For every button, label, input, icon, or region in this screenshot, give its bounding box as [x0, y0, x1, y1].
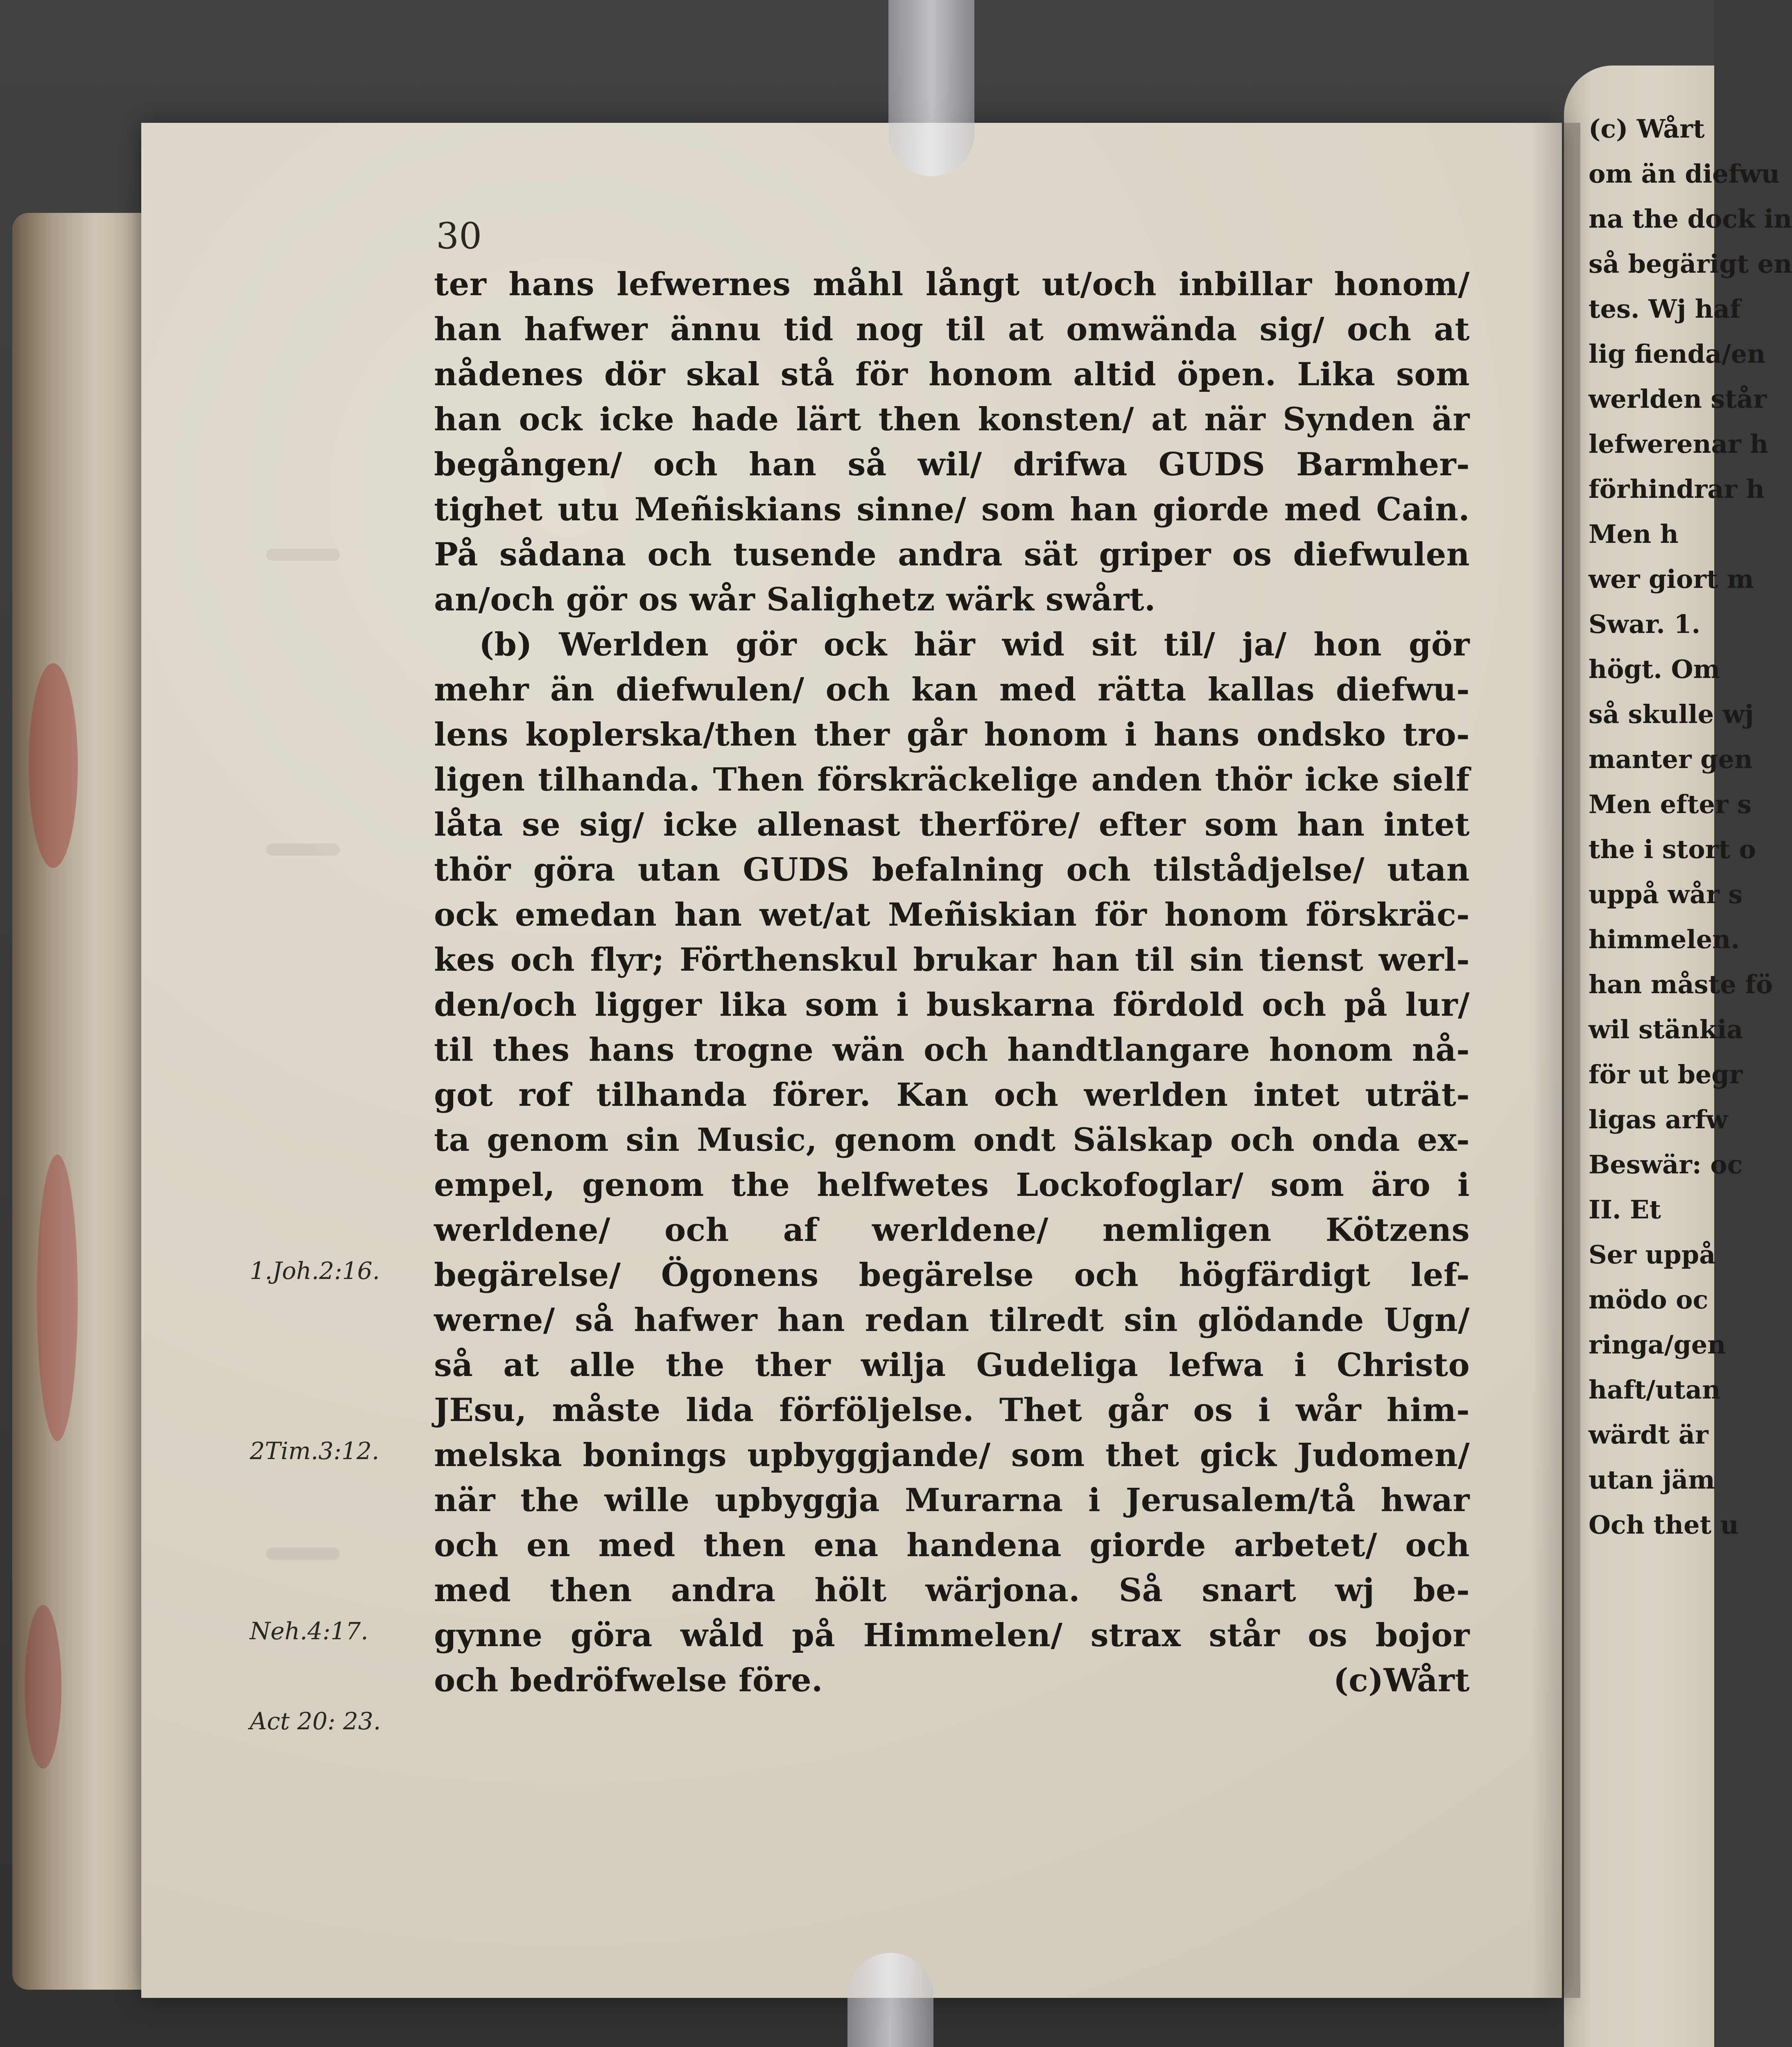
facing-line: så skulle wj [1589, 699, 1754, 729]
text-line: begången/ och han så wil/ drifwa GUDS Barmher- [434, 446, 1470, 483]
text-line: ta genom sin Music, genom ondt Sälskap och onda ex- [434, 1121, 1470, 1159]
facing-line: lefwerenar h [1589, 429, 1769, 459]
text-line: thör göra utan GUDS befalning och tilstådjelse/ utan [434, 851, 1470, 888]
page-clip-top [888, 0, 974, 176]
facing-line: haft/utan [1589, 1375, 1721, 1405]
page-gutter-shadow [1531, 123, 1580, 1998]
show-through-mark [266, 549, 340, 561]
facing-line: Beswär: oc [1589, 1150, 1743, 1179]
text-line: ligen tilhanda. Then förskräckelige anden thör icke sielf [434, 761, 1470, 798]
facing-line: wil stänkia [1589, 1014, 1743, 1044]
facing-line: förhindrar h [1589, 474, 1765, 504]
page-number: 30 [436, 215, 482, 257]
facing-line: Men h [1589, 519, 1679, 549]
text-line: kes och flyr; Förthenskul brukar han til sin tienst werl- [434, 941, 1470, 978]
body-text [434, 262, 1470, 1703]
facing-line: mödo oc [1589, 1285, 1708, 1315]
margin-note-tim: 2Tim.3:12. [250, 1437, 380, 1465]
text-line: och bedröfwelse före. [434, 1662, 823, 1699]
text-line: På sådana och tusende andra sät griper os diefwulen [434, 536, 1470, 573]
text-line: ter hans lefwernes måhl långt ut/och inbillar honom/ [434, 266, 1470, 303]
margin-note-joh: 1.Joh.2:16. [250, 1257, 380, 1285]
facing-line: Men efter s [1589, 789, 1752, 819]
facing-line: Och thet u [1589, 1510, 1739, 1540]
text-line: an/och gör os wår Salighetz wärk swårt. [434, 581, 1156, 618]
text-line: ock emedan han wet/at Meñiskian för honom förskräc- [434, 896, 1470, 933]
facing-line: för ut begr [1589, 1060, 1743, 1089]
text-line: lens koplerska/then ther går honom i hans ondsko tro- [434, 716, 1470, 753]
facing-line: utan jäm [1589, 1465, 1715, 1495]
text-line: tighet utu Meñiskians sinne/ som han giorde med Cain. [434, 491, 1470, 528]
stain [37, 1155, 78, 1441]
stain [25, 1605, 61, 1769]
text-line: begärelse/ Ögonens begärelse och högfärdigt lef- [434, 1256, 1470, 1294]
facing-line: ligas arfw [1589, 1105, 1728, 1134]
facing-line: lig fienda/en [1589, 339, 1766, 369]
facing-line: uppå wår s [1589, 879, 1743, 909]
text-line: melska bonings upbyggjande/ som thet gick Judomen/ [434, 1437, 1470, 1474]
text-line: (b) Werlden gör ock här wid sit til/ ja/ hon gör [479, 626, 1470, 663]
facing-line: han måste fö [1589, 969, 1773, 999]
facing-line: Ser uppå [1589, 1240, 1716, 1270]
text-line: han ock icke hade lärt then konsten/ at när Synden är [434, 401, 1470, 438]
text-line: nådenes dör skal stå för honom altid öpen. Lika som [434, 356, 1470, 393]
text-line: när the wille upbyggja Murarna i Jerusalem/tå hwar [434, 1482, 1470, 1519]
text-line: empel, genom the helfwetes Lockofoglar/ som äro i [434, 1166, 1470, 1204]
facing-line: himmelen. [1589, 924, 1740, 954]
facing-line: högt. Om [1589, 654, 1720, 684]
margin-note-act: Act 20: 23. [250, 1707, 381, 1735]
stain [29, 663, 78, 868]
text-line: werldene/ och af werldene/ nemligen Kötzens [434, 1211, 1470, 1249]
facing-line: wärdt är [1589, 1420, 1708, 1450]
catchword: (c)Wårt [1333, 1662, 1470, 1699]
facing-line: (c) Wårt [1589, 114, 1705, 144]
text-line: och en med then ena handena giorde arbetet/ och [434, 1527, 1470, 1564]
text-line-final [434, 1658, 1470, 1703]
text-line: werne/ så hafwer han redan tilredt sin glödande Ugn/ [434, 1301, 1470, 1339]
text-line: mehr än diefwulen/ och kan med rätta kallas diefwu- [434, 671, 1470, 708]
show-through-mark [266, 843, 340, 856]
text-line: låta se sig/ icke allenast therföre/ efter som han intet [434, 806, 1470, 843]
text-line: got rof tilhanda förer. Kan och werlden intet uträt- [434, 1076, 1470, 1114]
text-line: med then andra hölt wärjona. Så snart wj be- [434, 1572, 1470, 1609]
facing-line: na the dock in [1589, 204, 1792, 234]
facing-line: wer giort m [1589, 564, 1754, 594]
facing-line: om än diefwu [1589, 159, 1780, 189]
text-line: han hafwer ännu tid nog til at omwända sig/ och at [434, 311, 1470, 348]
facing-line: werlden står [1589, 384, 1767, 414]
page-clip-bottom [847, 1953, 933, 2047]
facing-line: så begärigt en [1589, 249, 1792, 279]
text-line: JEsu, måste lida förföljelse. Thet går os i wår him- [434, 1392, 1470, 1429]
facing-line: II. Et [1589, 1195, 1661, 1225]
facing-page-text [1589, 106, 1792, 1548]
facing-line: ringa/gen [1589, 1330, 1726, 1360]
facing-line: Swar. 1. [1589, 609, 1701, 639]
facing-line: the i stort o [1589, 834, 1756, 864]
show-through-mark [266, 1548, 340, 1560]
text-line: gynne göra wåld på Himmelen/ strax står os bojor [434, 1617, 1470, 1654]
text-line: så at alle the ther wilja Gudeliga lefwa i Christo [434, 1347, 1470, 1384]
text-line: til thes hans trogne wän och handtlangare honom nå- [434, 1031, 1470, 1069]
margin-note-neh: Neh.4:17. [250, 1617, 368, 1645]
facing-line: tes. Wj haf [1589, 294, 1741, 324]
facing-line: manter gen [1589, 744, 1753, 774]
text-line: den/och ligger lika som i buskarna fördold och på lur/ [434, 986, 1470, 1024]
